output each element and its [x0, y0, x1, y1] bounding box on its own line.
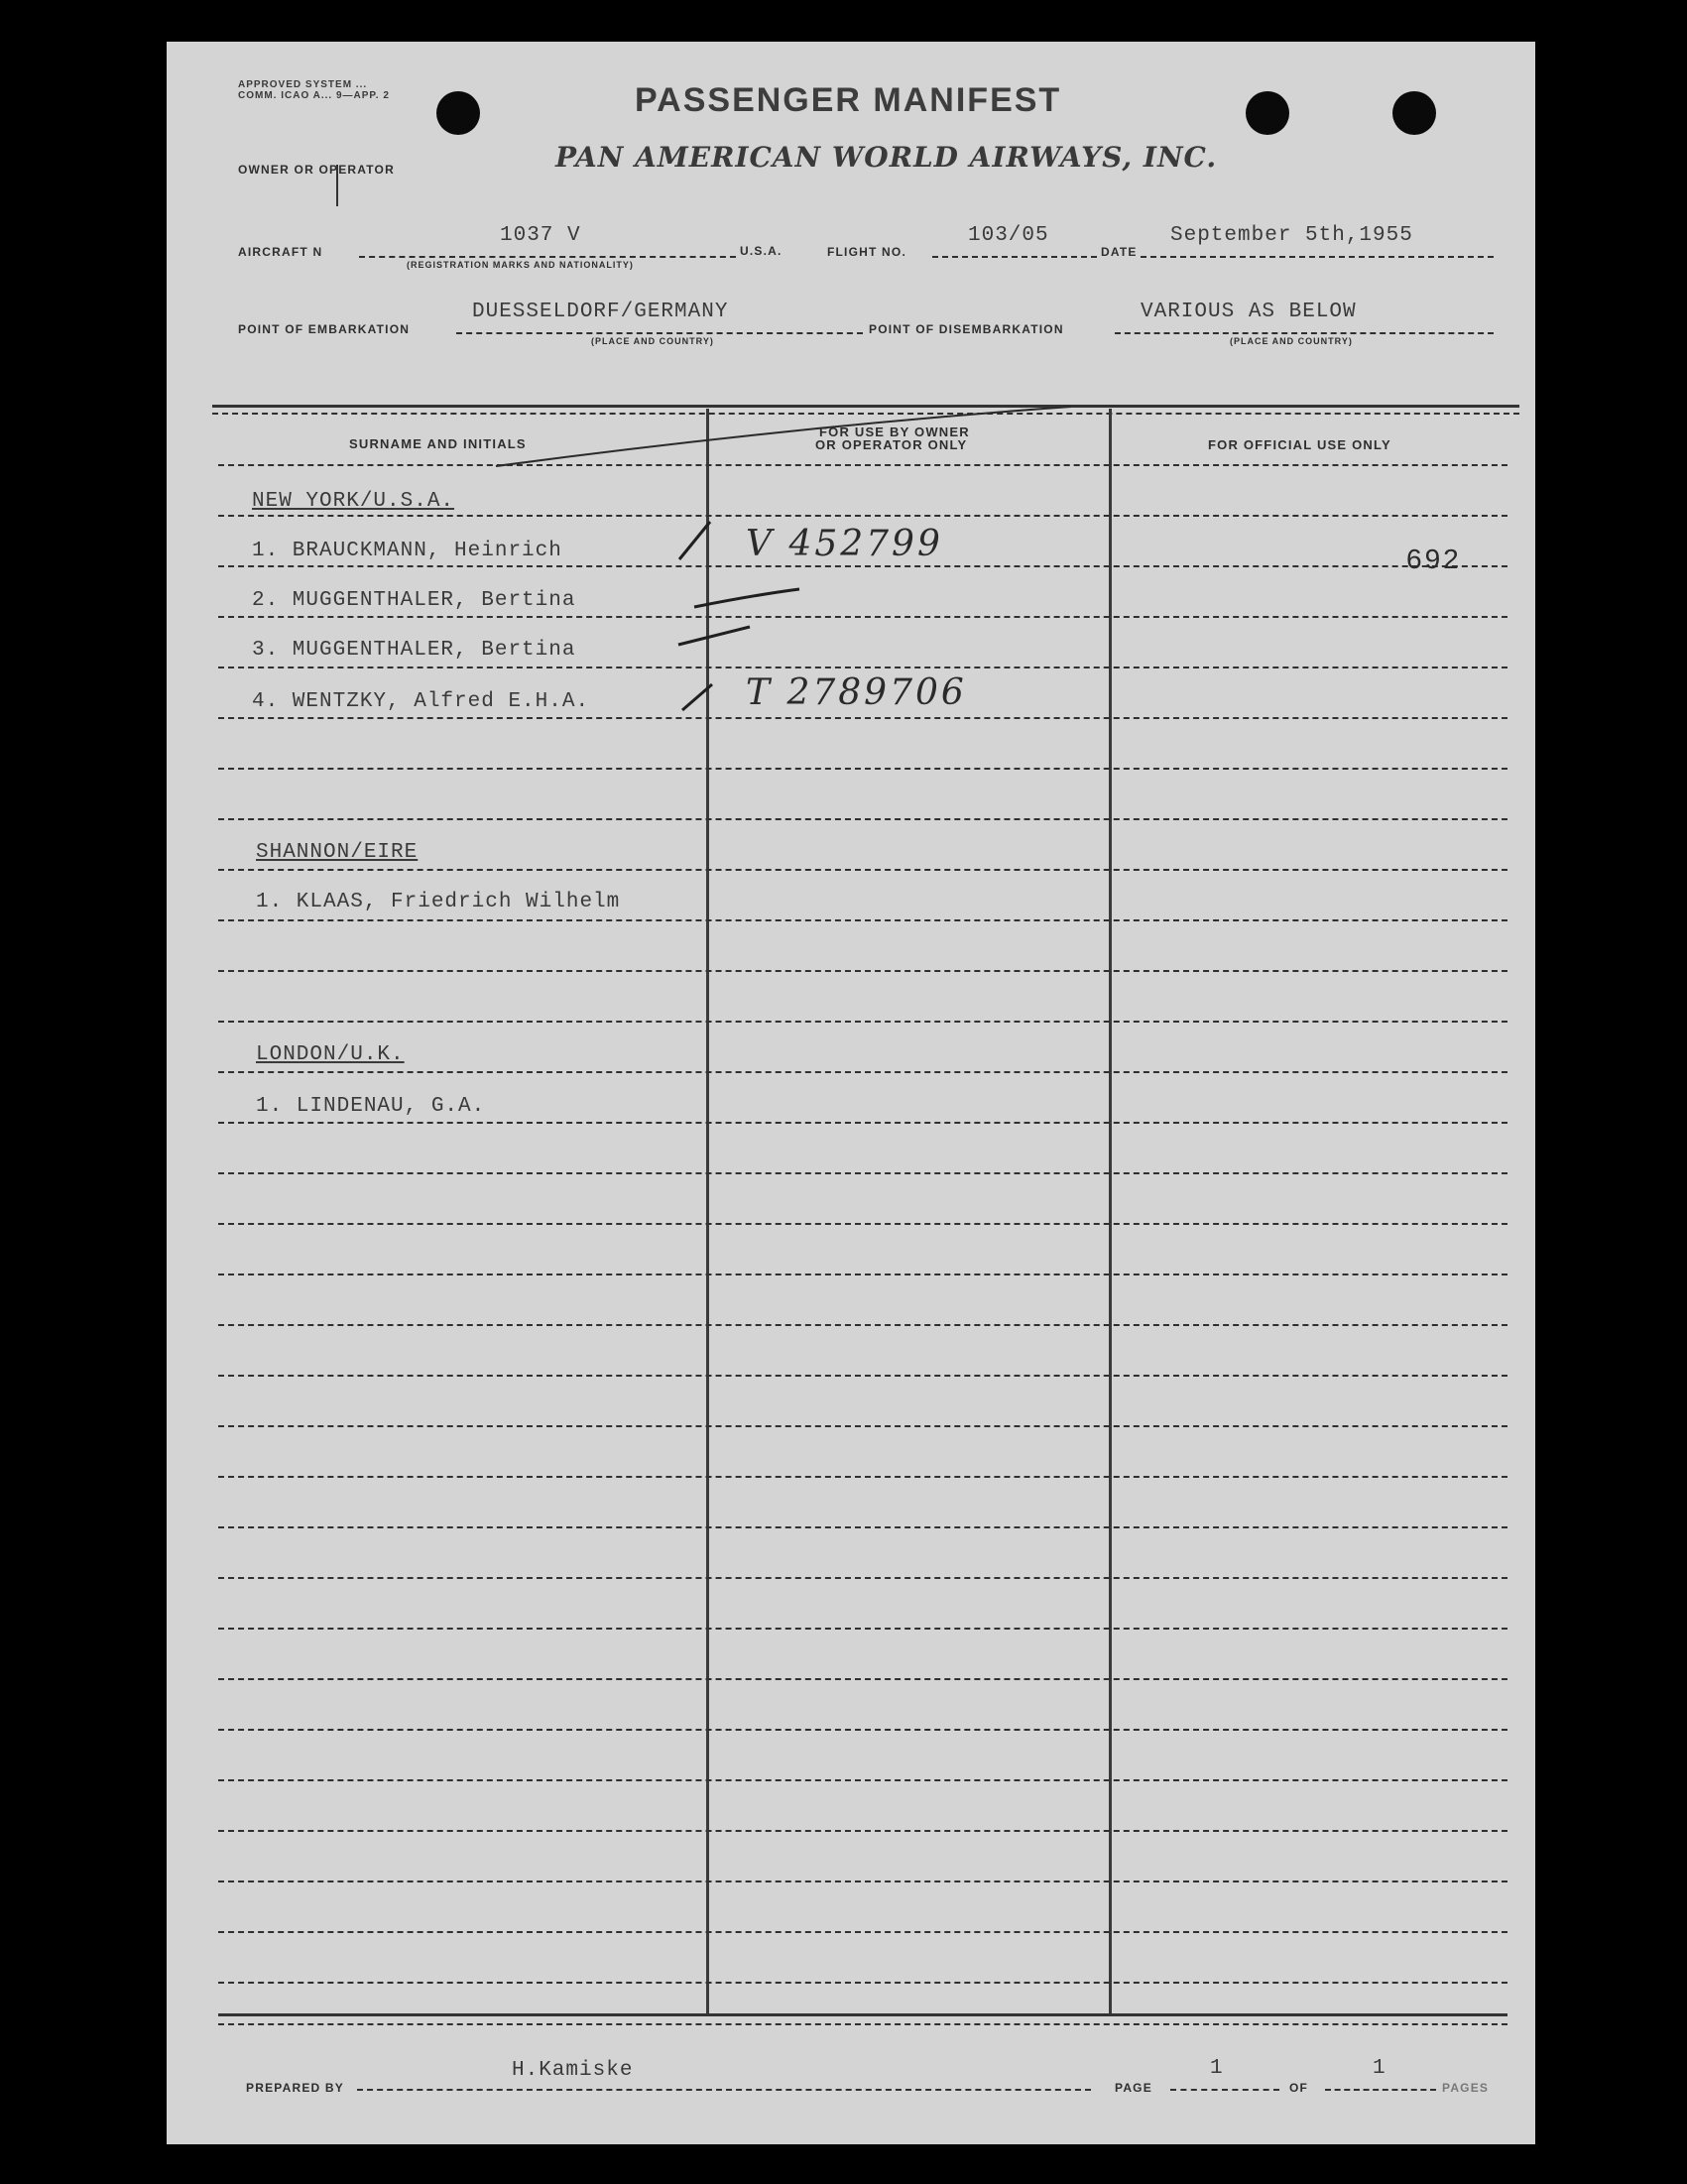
flight-number: 103/05 — [968, 224, 1049, 247]
official-mark-handwritten: 692 — [1406, 544, 1462, 574]
prepared-underline — [357, 2089, 1091, 2091]
owner-operator-label: OWNER OR OPERATOR — [238, 163, 395, 177]
passenger-row: 1. LINDENAU, G.A. — [256, 1095, 486, 1118]
destination-london: LONDON/U.K. — [256, 1043, 405, 1066]
embarkation-label: POINT OF EMBARKATION — [238, 322, 411, 336]
usa-label: U.S.A. — [740, 244, 783, 258]
destination-shannon: SHANNON/EIRE — [256, 841, 419, 864]
passenger-row: 3. MUGGENTHALER, Bertina — [252, 639, 576, 662]
operator-mark-handwritten: T 2789706 — [746, 672, 967, 713]
page-number: 1 — [1210, 2057, 1224, 2080]
page-underline — [1170, 2089, 1279, 2091]
aircraft-label: AIRCRAFT N — [238, 245, 323, 259]
passenger-row: 2. MUGGENTHALER, Bertina — [252, 589, 576, 612]
form-title: PASSENGER MANIFEST — [635, 81, 1062, 119]
column-header-surname: SURNAME AND INITIALS — [349, 436, 527, 451]
page-label: PAGE — [1115, 2081, 1152, 2095]
prepared-by-label: PREPARED BY — [246, 2081, 344, 2095]
embarkation-place-note: (PLACE AND COUNTRY) — [591, 336, 714, 346]
pages-label: PAGES — [1442, 2081, 1490, 2095]
of-underline — [1325, 2089, 1436, 2091]
prepared-by-value: H.Kamiske — [512, 2059, 634, 2082]
operator-mark-handwritten: V 452799 — [746, 524, 943, 564]
column-header-official: FOR OFFICIAL USE ONLY — [1208, 437, 1391, 452]
of-label: OF — [1289, 2081, 1309, 2095]
disembarkation-label: POINT OF DISEMBARKATION — [869, 322, 1064, 336]
column-header-owner-line2: OR OPERATOR ONLY — [815, 437, 968, 452]
passenger-row: 1. KLAAS, Friedrich Wilhelm — [256, 891, 621, 913]
date-label: DATE — [1101, 245, 1138, 259]
disembarkation-value: VARIOUS AS BELOW — [1141, 301, 1357, 323]
passenger-row: 4. WENTZKY, Alfred E.H.A. — [252, 690, 590, 713]
aircraft-value: 1037 V — [500, 224, 581, 247]
flight-label: FLIGHT NO. — [827, 245, 906, 259]
column-header-owner-line1: FOR USE BY OWNER — [819, 425, 970, 439]
registration-note: (REGISTRATION MARKS AND NATIONALITY) — [407, 260, 634, 270]
destination-new-york: NEW YORK/U.S.A. — [252, 490, 455, 513]
passenger-row: 1. BRAUCKMANN, Heinrich — [252, 540, 562, 562]
carrier-name: PAN AMERICAN WORLD AIRWAYS, INC. — [555, 141, 1218, 174]
embarkation-value: DUESSELDORF/GERMANY — [472, 301, 729, 323]
date-value: September 5th,1955 — [1170, 224, 1413, 247]
disembarkation-place-note: (PLACE AND COUNTRY) — [1230, 336, 1353, 346]
total-pages: 1 — [1373, 2057, 1386, 2080]
approval-stamp: APPROVED SYSTEM ... COMM. ICAO A... 9—APP. 2 — [238, 79, 390, 101]
